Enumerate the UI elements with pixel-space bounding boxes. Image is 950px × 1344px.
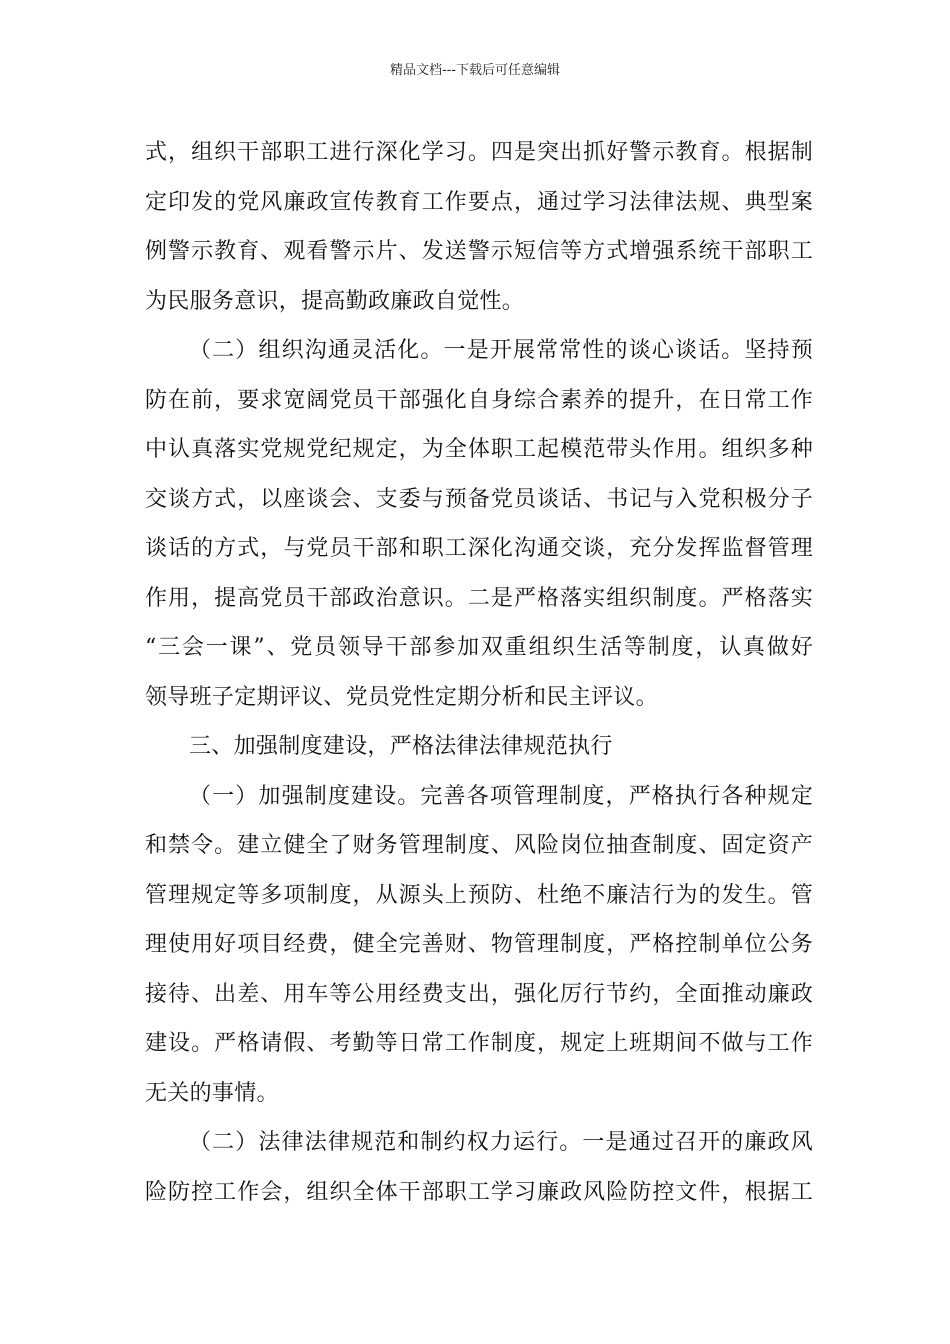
- text-line: 接待、出差、用车等公用经费支出，强化厉行节约，全面推动廉政: [145, 981, 813, 1007]
- text-line: 防在前，要求宽阔党员干部强化自身综合素养的提升，在日常工作: [145, 387, 813, 413]
- text-line: 管理规定等多项制度，从源头上预防、杜绝不廉洁行为的发生。管: [145, 882, 813, 908]
- text-line: 定印发的党风廉政宣传教育工作要点，通过学习法律法规、典型案: [145, 189, 813, 215]
- text-line: 和禁令。建立健全了财务管理制度、风险岗位抽查制度、固定资产: [145, 833, 813, 858]
- text-line: （二）法律法律规范和制约权力运行。一是通过召开的廉政风: [189, 1130, 813, 1155]
- text-line: 交谈方式，以座谈会、支委与预备党员谈话、书记与入党积极分子: [145, 486, 813, 512]
- text-line: 作用，提高党员干部政治意识。二是严格落实组织制度。严格落实: [145, 585, 813, 611]
- text-line: 建设。严格请假、考勤等日常工作制度，规定上班期间不做与工作: [145, 1031, 813, 1056]
- document-body: [145, 128, 813, 1217]
- text-line: 中认真落实党规党纪规定，为全体职工起模范带头作用。组织多种: [145, 437, 813, 462]
- text-line: 理使用好项目经费，健全完善财、物管理制度，严格控制单位公务: [145, 932, 813, 957]
- text-line: 谈话的方式，与党员干部和职工深化沟通交谈，充分发挥监督管理: [145, 536, 813, 561]
- text-line: 为民服务意识，提高勤政廉政自觉性。: [145, 288, 525, 314]
- text-line: 式，组织干部职工进行深化学习。四是突出抓好警示教育。根据制: [145, 140, 813, 165]
- text-line: 无关的事情。: [145, 1080, 279, 1106]
- page-header: 精品文档---下载后可任意编辑: [389, 63, 561, 78]
- text-line: 领导班子定期评议、党员党性定期分析和民主评议。: [145, 684, 658, 710]
- text-line: 例警示教育、观看警示片、发送警示短信等方式增强系统干部职工: [145, 239, 813, 264]
- text-line: 三、加强制度建设，严格法律法律规范执行: [189, 734, 613, 759]
- text-line: （二）组织沟通灵活化。一是开展常常性的谈心谈话。坚持预: [189, 338, 813, 363]
- text-line: “三会一课”、党员领导干部参加双重组织生活等制度，认真做好: [145, 635, 813, 660]
- text-line: 险防控工作会，组织全体干部职工学习廉政风险防控文件，根据工: [145, 1179, 813, 1205]
- text-line: （一）加强制度建设。完善各项管理制度，严格执行各种规定: [189, 783, 813, 809]
